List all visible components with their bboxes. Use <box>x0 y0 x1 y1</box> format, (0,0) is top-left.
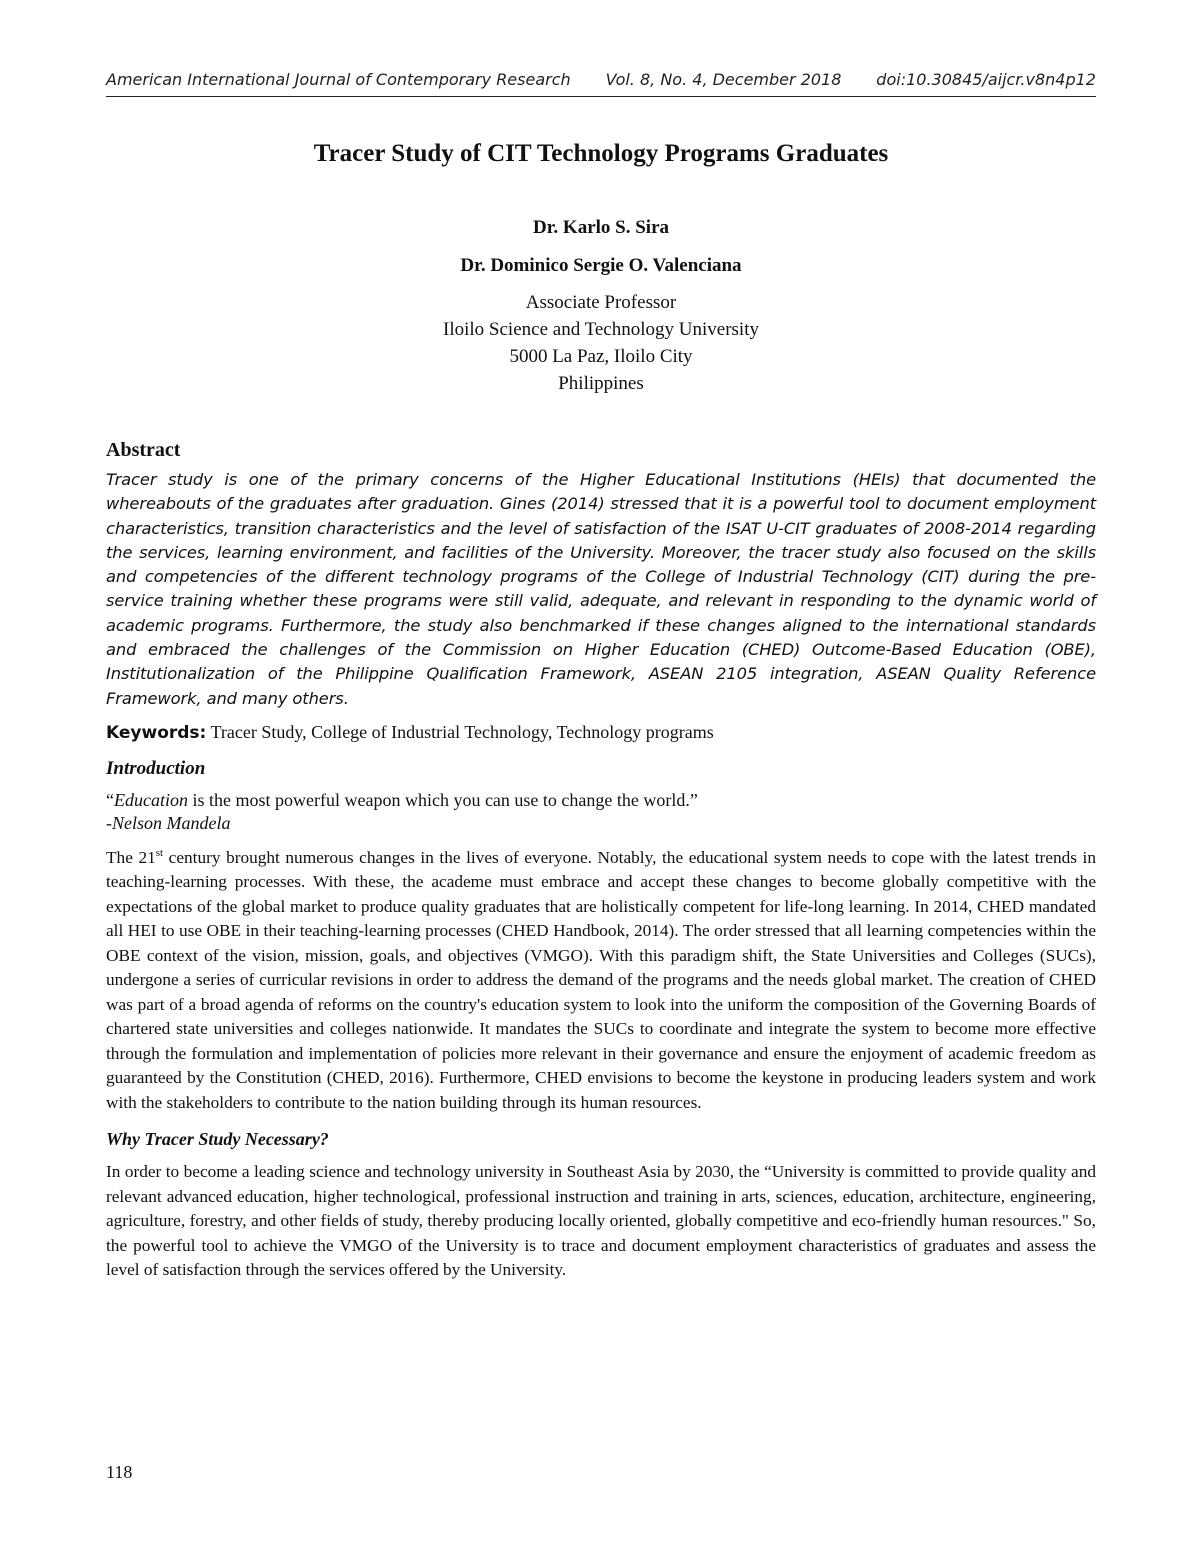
author-country: Philippines <box>558 373 644 394</box>
intro-para-rest: century brought numerous changes in the lives of everyone. Notably, the educational system needs to cope with the latest trends in teaching-learning processes. With these, the academe must embrace and accept these changes to become globally competitive with the expectations of the global market to produce quality graduates that are holistically competent for life-long learning. In 2014, CHED mandated all HEI to use OBE in their teaching-learning processes (CHED Handbook, 2014). The order stressed that all learning competencies within the OBE context of the vision, mission, goals, and objectives (VMGO). With this paradigm shift, the State Universities and Colleges (SUCs), undergone a series of curricular revisions in order to address the demand of the programs and the needs global market. The creation of CHED was part of a broad agenda of reforms on the country's education system to look into the uniform the composition of the Governing Boards of chartered state universities and colleges nationwide. It mandates the SUCs to coordinate and integrate the system to become more effective through the formulation and implementation of policies more relevant in their governance and ensure the enjoyment of academic freedom as guaranteed by the Constitution (CHED, 2016). Furthermore, CHED envisions to become the keystone in producing leaders system and work with the stakeholders to contribute to the nation building through its human resources. <box>106 847 1096 1112</box>
main-content <box>106 439 1096 1283</box>
author-address: 5000 La Paz, Iloilo City <box>509 346 693 367</box>
intro-para-superscript: st <box>155 847 164 860</box>
author-1: Dr. Karlo S. Sira <box>533 217 669 238</box>
quote-emphasis: Education <box>114 789 188 810</box>
author-position: Associate Professor <box>525 292 677 313</box>
author-block <box>106 213 1096 397</box>
abstract-text: Tracer study is one of the primary concerns of the Higher Educational Institutions (HEIs) that documented the whereabouts of the graduates after graduation. Gines (2014) stressed that it is a powerful tool to document employment characteristics, transition characteristics and the level of satisfaction of the ISAT U-CIT graduates of 2008-2014 regarding the services, learning environment, and facilities of the University. Moreover, the tracer study also focused on the skills and competencies of the different technology programs of the College of Industrial Technology (CIT) during the pre-service training whether these programs were still valid, adequate, and relevant in responding to the dynamic world of academic programs. Furthermore, the study also benchmarked if these changes aligned to the international standards and embraced the challenges of the Commission on Higher Education (CHED) Outcome-Based Education (OBE), Institutionalization of the Philippine Qualification Framework, ASEAN 2105 integration, ASEAN Quality Reference Framework, and many others. <box>106 470 1096 708</box>
epigraph-quote <box>106 788 1096 812</box>
epigraph-author: -Nelson Mandela <box>106 812 231 833</box>
keywords-label: Keywords: <box>106 722 207 743</box>
quote-open-mark: “ <box>106 789 114 810</box>
quote-rest: is the most powerful weapon which you can use to change the world.” <box>188 789 698 810</box>
journal-name: American International Journal of Contemporary Research <box>106 70 571 89</box>
doi-link[interactable]: doi:10.30845/aijcr.v8n4p12 <box>876 70 1096 89</box>
abstract-heading: Abstract <box>106 439 181 461</box>
keywords-text: Tracer Study, College of Industrial Technology, Technology programs <box>206 721 714 742</box>
introduction-paragraph <box>106 846 1096 1116</box>
author-2: Dr. Dominico Sergie O. Valenciana <box>460 255 742 276</box>
author-institution: Iloilo Science and Technology University <box>443 319 759 340</box>
volume-issue: Vol. 8, No. 4, December 2018 <box>605 70 842 89</box>
introduction-heading: Introduction <box>106 757 206 779</box>
why-tracer-heading: Why Tracer Study Necessary? <box>106 1129 329 1150</box>
running-header <box>106 70 1096 97</box>
page-number: 118 <box>106 1462 133 1482</box>
keywords <box>106 719 1096 746</box>
intro-para-start: The 21 <box>106 847 156 867</box>
paper-title: Tracer Study of CIT Technology Programs Graduates <box>313 140 889 167</box>
why-tracer-paragraph: In order to become a leading science and technology university in Southeast Asia by 2030, the “University is committed to provide quality and relevant advanced education, higher technological, professional instruction and training in arts, sciences, education, architecture, engineering, agriculture, forestry, and other fields of study, thereby producing locally oriented, globally competitive and eco-friendly human resources." So, the powerful tool to achieve the VMGO of the University is to trace and document employment characteristics of graduates and assess the level of satisfaction through the services offered by the University. <box>106 1162 1096 1280</box>
